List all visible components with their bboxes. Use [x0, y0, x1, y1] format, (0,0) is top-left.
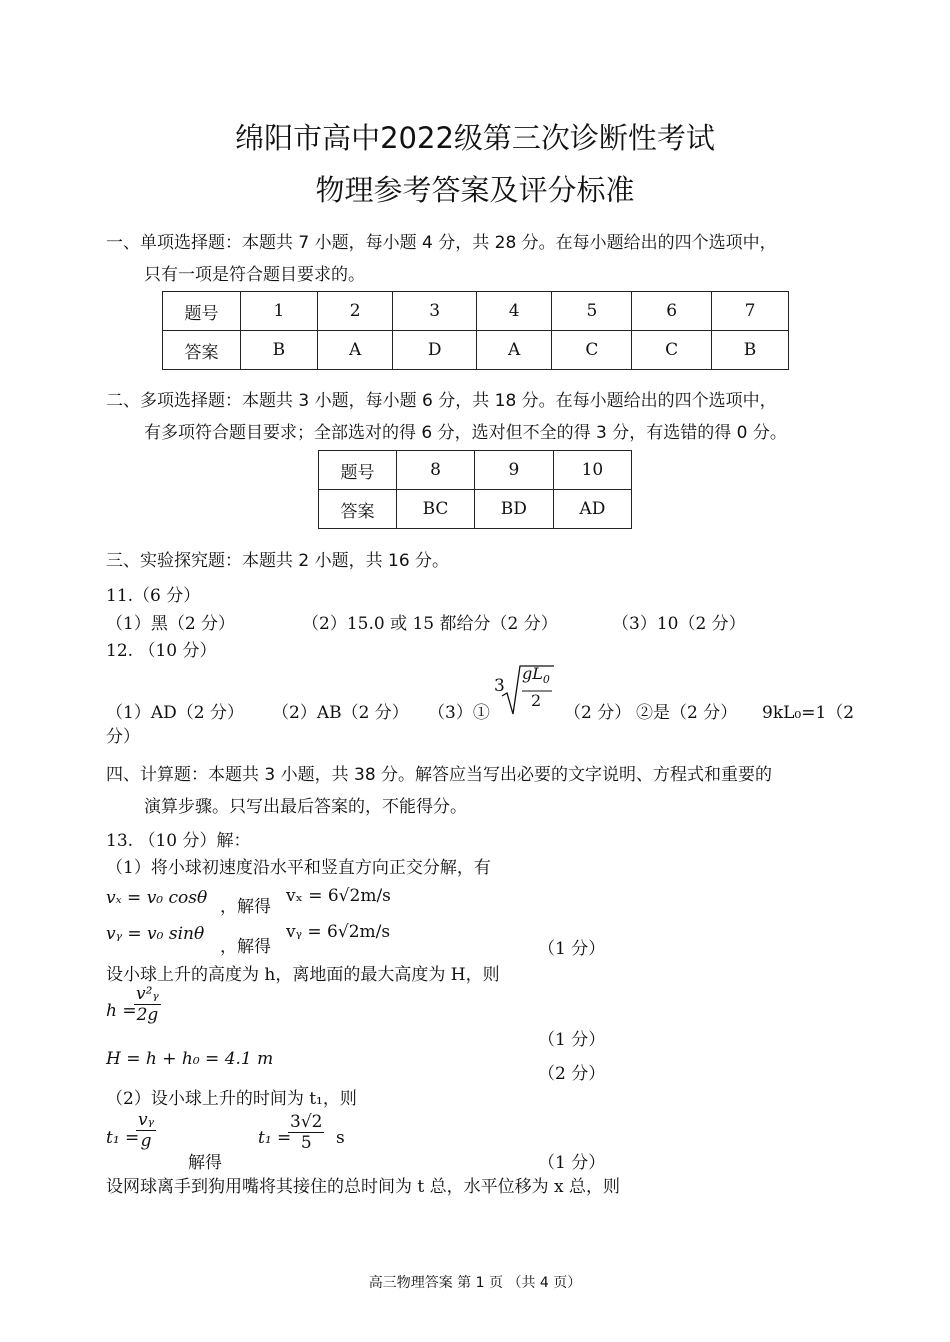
table-cell: 3 — [393, 292, 476, 331]
eq4: H = h + h₀ = 4.1 m — [106, 1049, 274, 1069]
section1-heading-line1: 一、单项选择题：本题共 7 小题，每小题 4 分，共 28 分。在每小题给出的四个选项中， — [106, 233, 777, 253]
table-cell: A — [317, 331, 393, 370]
numerator-subscript: 0 — [542, 673, 550, 687]
eq3-denominator: 2g — [136, 1005, 159, 1025]
single-choice-answer-table — [162, 291, 789, 370]
eq5-rhs-fraction — [288, 1112, 324, 1153]
eq5-rhs-lhs: t₁ = — [258, 1128, 292, 1148]
eq2-mid: ，解得 — [220, 937, 271, 957]
table-cell: C — [632, 331, 712, 370]
eq5-fraction — [136, 1110, 156, 1151]
table-cell: AD — [553, 490, 631, 529]
eq5-lhs: t₁ = — [106, 1128, 140, 1148]
section2-heading-line2: 有多项符合题目要求；全部选对的得 6 分，选对但不全的得 3 分，有选错的得 0 分。 — [144, 423, 787, 443]
section2-heading-line1: 二、多项选择题：本题共 3 小题，每小题 6 分，共 18 分。在每小题给出的四个选项中， — [106, 391, 777, 411]
table-cell: 题号 — [319, 451, 397, 490]
multi-choice-answer-table — [318, 450, 632, 529]
q13-line1: （1）将小球初速度沿水平和竖直方向正交分解，有 — [106, 858, 491, 878]
table-cell: 9 — [474, 451, 553, 490]
table-cell: 题号 — [163, 292, 241, 331]
q12-part3-score: （2 分） — [564, 703, 632, 723]
q12-part4: ②是（2 分） — [636, 703, 738, 723]
score-3: （2 分） — [538, 1064, 606, 1084]
q12-root-denominator: 2 — [531, 691, 542, 710]
page-title: 绵阳市高中2022级第三次诊断性考试 — [235, 121, 715, 155]
section4-heading-line1: 四、计算题：本题共 3 小题，共 38 分。解答应当写出必要的文字说明、方程式和重要的 — [106, 765, 773, 785]
table-cell: C — [552, 331, 632, 370]
score-2: （1 分） — [538, 1030, 606, 1050]
table-cell: 5 — [552, 292, 632, 331]
q13-line4: 设网球离手到狗用嘴将其接住的总时间为 t 总，水平位移为 x 总，则 — [106, 1177, 621, 1197]
q12-heading: 12. （10 分） — [106, 641, 217, 661]
page-footer: 高三物理答案 第 1 页 （共 4 页） — [368, 1275, 582, 1291]
eq5-numerator: vᵧ — [138, 1110, 155, 1130]
table-cell: 4 — [476, 292, 552, 331]
eq1-rhs: vₓ = 6√2m/s — [286, 886, 391, 906]
section4-heading-line2: 演算步骤。只写出最后答案的，不能得分。 — [144, 797, 467, 817]
table-cell: 答案 — [163, 331, 241, 370]
eq3-numerator: v²ᵧ — [136, 984, 159, 1004]
q12-part3-label: （3）① — [428, 703, 490, 723]
eq3-fraction — [134, 984, 161, 1025]
section3-heading: 三、实验探究题：本题共 2 小题，共 16 分。 — [106, 551, 450, 571]
q11-heading: 11.（6 分） — [106, 586, 201, 606]
q12-part5: 9kL₀=1（2 — [762, 703, 855, 723]
table-row — [163, 331, 789, 370]
q12-part5-continued: 分） — [106, 727, 140, 747]
table-cell: 2 — [317, 292, 393, 331]
numerator-text: gL — [522, 664, 543, 683]
table-row — [319, 451, 632, 490]
section1-heading-line2: 只有一项是符合题目要求的。 — [144, 265, 365, 285]
table-cell: A — [476, 331, 552, 370]
table-cell: B — [712, 331, 789, 370]
page-subtitle: 物理参考答案及评分标准 — [315, 173, 635, 207]
q11-part1: （1）黑（2 分） — [106, 614, 236, 634]
table-cell: B — [241, 331, 318, 370]
q13-heading: 13. （10 分）解： — [106, 831, 251, 851]
eq2-lhs: vᵧ = v₀ sinθ — [106, 924, 205, 944]
eq5-rhs-numerator: 3√2 — [290, 1112, 323, 1132]
table-cell: 1 — [241, 292, 318, 331]
table-cell: D — [393, 331, 476, 370]
eq5-rhs-denominator: 5 — [300, 1133, 312, 1153]
table-cell: 6 — [632, 292, 712, 331]
eq1-lhs: vₓ = v₀ cosθ — [106, 888, 208, 908]
eq5-mid: 解得 — [188, 1153, 222, 1173]
score-4: （1 分） — [538, 1153, 606, 1173]
eq3-lhs: h = — [106, 1001, 137, 1021]
eq5-unit: s — [336, 1128, 345, 1148]
table-cell: 答案 — [319, 490, 397, 529]
q12-root-index: 3 — [494, 676, 505, 696]
q13-line3: （2）设小球上升的时间为 t₁，则 — [106, 1089, 357, 1109]
eq1-mid: ，解得 — [220, 897, 271, 917]
table-cell: BD — [474, 490, 553, 529]
table-cell: BC — [397, 490, 475, 529]
q11-part2: （2）15.0 或 15 都给分（2 分） — [302, 614, 558, 634]
q13-line2: 设小球上升的高度为 h，离地面的最大高度为 H，则 — [106, 965, 500, 985]
table-row — [319, 490, 632, 529]
score-1: （1 分） — [538, 939, 606, 959]
table-row — [163, 292, 789, 331]
table-cell: 10 — [553, 451, 631, 490]
q11-part3: （3）10（2 分） — [612, 614, 746, 634]
table-cell: 8 — [397, 451, 475, 490]
q12-part2: （2）AB（2 分） — [272, 703, 409, 723]
eq5-denominator: g — [140, 1131, 152, 1151]
q12-root-numerator — [522, 664, 550, 686]
table-cell: 7 — [712, 292, 789, 331]
q12-part1: （1）AD（2 分） — [106, 703, 244, 723]
eq2-rhs: vᵧ = 6√2m/s — [286, 922, 391, 942]
